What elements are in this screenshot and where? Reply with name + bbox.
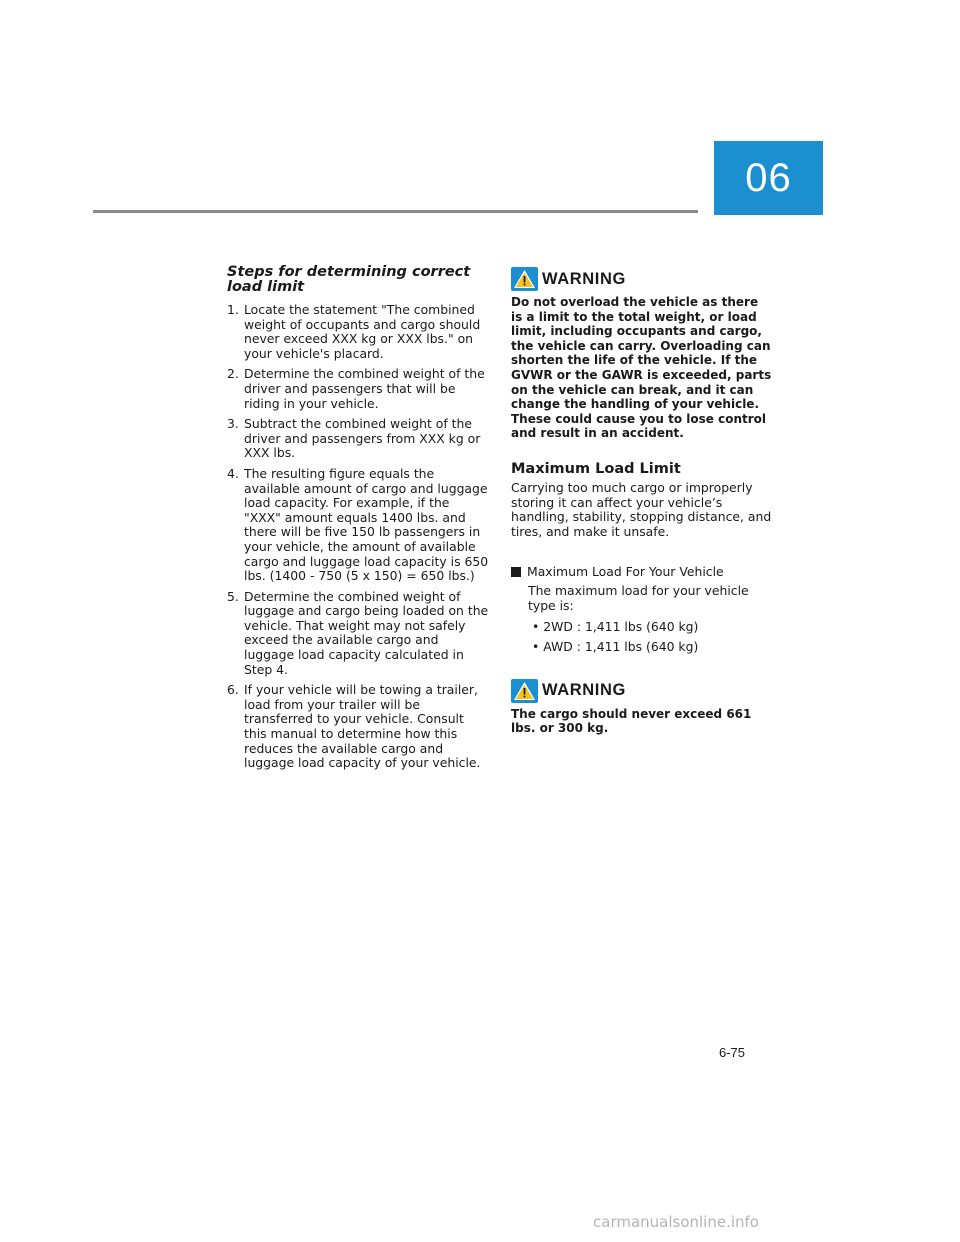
step-item [227, 417, 489, 461]
right-column [511, 267, 773, 736]
bullet-text: The maximum load for your vehicle type is: [528, 583, 749, 613]
warning-header [511, 267, 773, 291]
step-item [227, 303, 489, 361]
step-item [227, 683, 489, 771]
warning-header [511, 679, 773, 703]
step-item [227, 590, 489, 678]
warning-title: WARNING [542, 681, 626, 700]
watermark: carmanualsonline.info [593, 1213, 759, 1231]
warning-triangle-icon [511, 267, 538, 291]
chapter-number: 06 [745, 155, 792, 200]
section-title: Steps for determining correct load limit [227, 264, 471, 295]
step-number: 1. [227, 302, 239, 317]
warning-title: WARNING [542, 269, 626, 288]
step-item [227, 467, 489, 584]
square-bullet-icon [511, 567, 521, 577]
spec-item-2wd: • 2WD : 1,411 lbs (640 kg) [532, 618, 699, 634]
max-load-title: Maximum Load Limit [511, 460, 681, 477]
step-item [227, 367, 489, 411]
step-text: The resulting figure equals the available amount of cargo and luggage load capacity. For example, if the "XXX" amount equals 1400 lbs. and there will be five 150 lb passengers in your vehicle, the amount of available cargo and luggage load capacity is 650 lbs. (1400 - 750 (5 x 150) = 650 lbs.) [244, 465, 489, 584]
steps-list [227, 303, 489, 771]
bullet-title: Maximum Load For Your Vehicle [527, 564, 724, 580]
step-number: 6. [227, 682, 239, 698]
max-load-text: Carrying too much cargo or improperly storing it can affect your vehicle’s handling, stability, stopping distance, and tires, and make it unsafe. [511, 479, 772, 539]
warning-box [511, 267, 773, 441]
left-column [227, 265, 489, 777]
warning-text: The cargo should never exceed 661 lbs. or 300 kg. [511, 706, 752, 736]
page-number: 6-75 [719, 1045, 746, 1060]
chapter-tab [714, 141, 823, 215]
warning-text: Do not overload the vehicle as there is a limit to the total weight, or load limit, including occupants and cargo, the vehicle can carry. Overloading can shorten the life of the vehicle. If the GVWR or the GAWR is exceeded, parts on the vehicle can break, and it can change the handling of your vehicle. These could cause you to lose control and result in an accident. [511, 295, 772, 441]
step-text: Determine the combined weight of luggage and cargo being loaded on the vehicle. That weight may not safely exceed the available cargo and luggage load capacity calculated in Step 4. [244, 588, 489, 677]
warning-box [511, 679, 773, 736]
step-text: Determine the combined weight of the driver and passengers that will be riding in your vehicle. [244, 366, 485, 411]
step-text: If your vehicle will be towing a trailer, load from your trailer will be transferred to your vehicle. Consult this manual to determine how this reduces the available cargo and luggage load capacity of your vehicle. [244, 682, 481, 771]
spec-list [511, 620, 773, 655]
spec-item-awd: • AWD : 1,411 lbs (640 kg) [532, 639, 699, 655]
bullet-heading [511, 564, 773, 579]
step-text: Subtract the combined weight of the driver and passengers from XXX kg or XXX lbs. [244, 416, 481, 461]
warning-triangle-icon [511, 679, 538, 703]
step-number: 3. [227, 416, 239, 432]
step-number: 2. [227, 366, 239, 382]
step-number: 5. [227, 588, 239, 604]
step-text: Locate the statement "The combined weight of occupants and cargo should never exceed XXX kg or XXX lbs." on your vehicle's placard. [244, 302, 481, 361]
step-number: 4. [227, 465, 239, 481]
header-rule [93, 210, 698, 213]
